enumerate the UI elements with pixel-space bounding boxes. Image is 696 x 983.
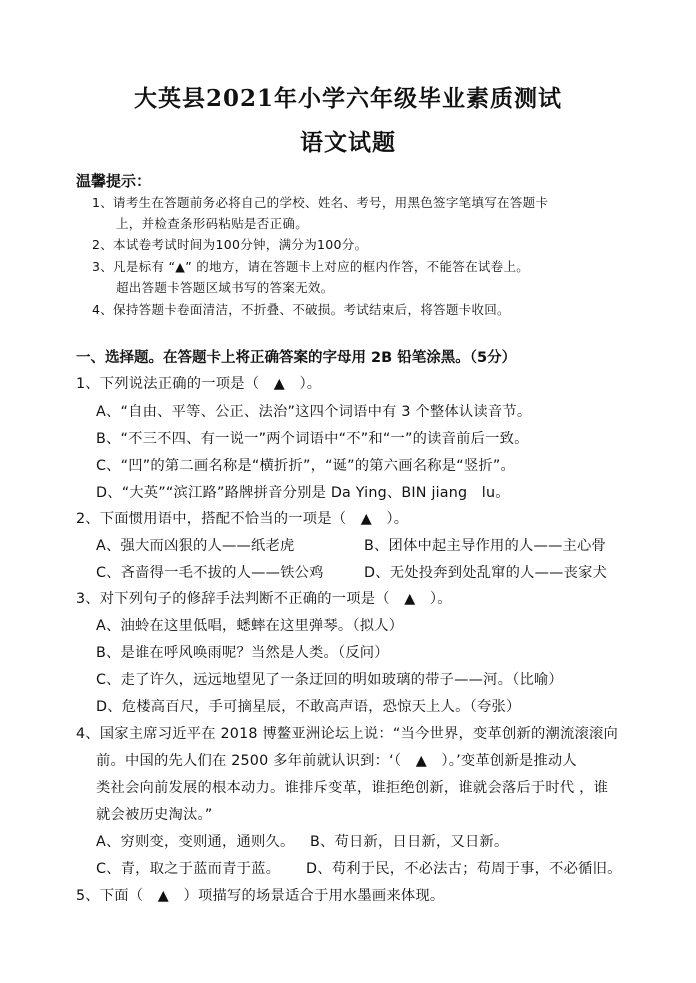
tip-line-3: 3、凡是标有 “▲” 的地方，请在答题卡上对应的框内作答，不能答在试卷上。 <box>92 259 530 274</box>
question-4-stem-line-3: 类社会向前发展的根本动力。谁排斥变革，谁拒绝创新，谁就会落后于时代 ，谁 <box>96 780 609 796</box>
question-1-option-b: B、“不三不四、有一说一”两个词语中“不”和“一”的读音前后一致。 <box>96 431 529 447</box>
question-1-option-c: C、“凹”的第二画名称是“横折折”，“诞”的第六画名称是“竖折”。 <box>96 458 515 474</box>
question-4-option-b: B、苟日新，日日新，又日新。 <box>310 834 509 850</box>
question-4-stem-line-2: 前。中国的先人们在 2500 多年前就认识到：‘（ ▲ ）。’变革创新是推动人 <box>96 753 577 769</box>
question-2-option-a: A、强大而凶狠的人——纸老虎 <box>96 538 295 554</box>
question-3-option-a: A、油蛉在这里低唱，蟋蟀在这里弹琴。（拟人） <box>96 618 404 634</box>
tip-line-1: 1、请考生在答题前务必将自己的学校、姓名、考号，用黑色签字笔填写在答题卡 <box>92 195 549 210</box>
question-2-option-d: D、无处投奔到处乱窜的人——丧家犬 <box>364 565 608 581</box>
question-1-option-d: D、“大英”“滨江路”路牌拼音分别是 Da Ying、BIN jiang lu。 <box>96 485 510 501</box>
question-4-option-c: C、青，取之于蓝而青于蓝。 <box>96 861 281 877</box>
question-2-option-b: B、团体中起主导作用的人——主心骨 <box>364 538 606 554</box>
question-3-stem: 3、对下列句子的修辞手法判断不正确的一项是（ ▲ ）。 <box>76 591 452 607</box>
question-4-option-a: A、穷则变，变则通，通则久。 <box>96 834 295 850</box>
question-2-stem: 2、下面惯用语中，搭配不恰当的一项是（ ▲ ）。 <box>76 511 409 527</box>
question-4-stem-line-1: 4、国家主席习近平在 2018 博鳌亚洲论坛上说：“当今世界，变革创新的潮流滚滚向 <box>76 726 618 742</box>
question-2-option-c: C、吝啬得一毛不拔的人——铁公鸡 <box>96 565 324 581</box>
tips-heading: 温馨提示： <box>76 172 152 190</box>
tip-line-2: 2、本试卷考试时间为100分钟，满分为100分。 <box>92 237 368 252</box>
question-5-stem: 5、下面（ ▲ ）项描写的场景适合于用水墨画来体现。 <box>76 888 445 904</box>
question-1-option-a: A、“自由、平等、公正、法治”这四个词语中有 3 个整体认读音节。 <box>96 404 532 420</box>
question-1-stem: 1、下列说法正确的一项是（ ▲ ）。 <box>76 376 322 392</box>
exam-subtitle: 语文试题 <box>300 129 396 156</box>
question-3-option-d: D、危楼高百尺，手可摘星辰，不敢高声语，恐惊天上人。（夸张） <box>96 699 521 715</box>
tip-line-1-cont: 上，并检查条形码粘贴是否正确。 <box>116 216 309 231</box>
tip-line-4: 4、保持答题卡卷面清洁，不折叠、不破损。考试结束后，将答题卡收回。 <box>92 302 510 317</box>
exam-title: 大英县2021年小学六年级毕业素质测试 <box>133 85 562 112</box>
section-heading: 一、选择题。在答题卡上将正确答案的字母用 2B 铅笔涂黑。（5分） <box>76 350 517 366</box>
question-4-option-d: D、苟利于民，不必法古；苟周于事，不必循旧。 <box>306 861 622 877</box>
question-3-option-c: C、走了许久，远远地望见了一条迂回的明如玻璃的带子——河。（比喻） <box>96 672 563 688</box>
tip-line-3-cont: 超出答题卡答题区域书写的答案无效。 <box>116 280 334 295</box>
question-3-option-b: B、是谁在呼风唤雨呢？当然是人类。（反问） <box>96 645 389 661</box>
question-4-stem-line-4: 就会被历史淘汰。” <box>96 807 213 823</box>
